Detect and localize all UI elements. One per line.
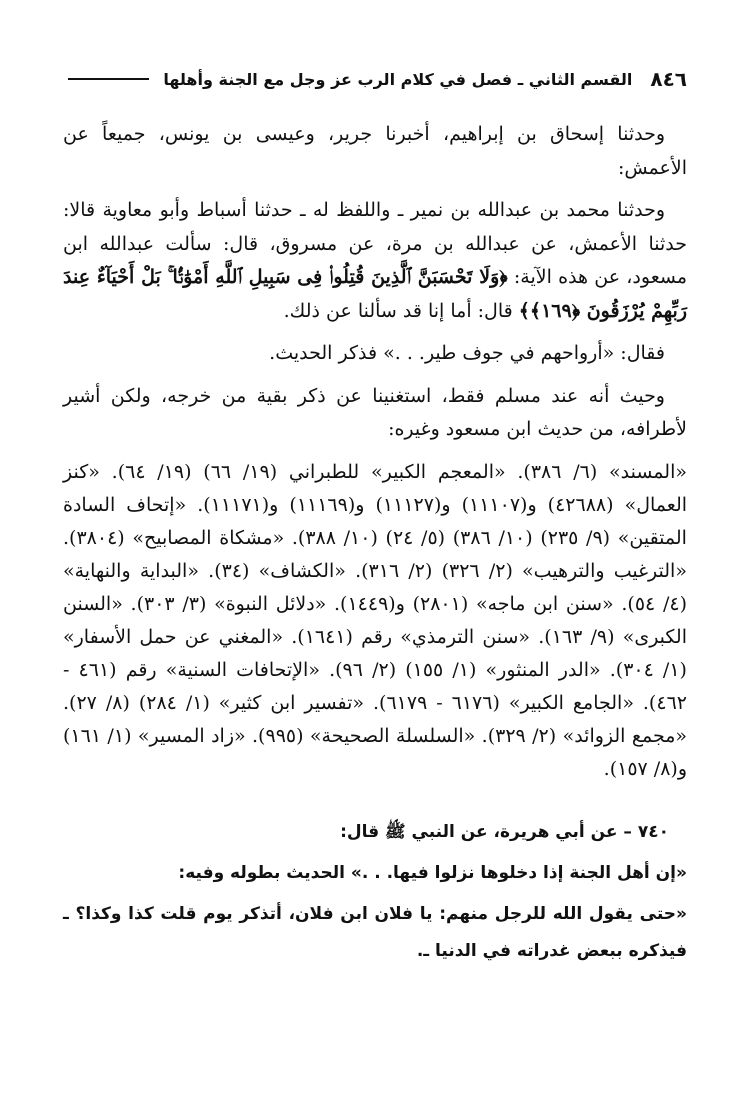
- chain-text: وحدثنا محمد بن عبدالله بن نمير ـ واللفظ له ـ حدثنا أسباط وأبو معاوية قالا: حدثنا الأعمش، عن عبدالله بن مرة، عن مسروق، قال: سألت عبدالله ابن مسعود، عن هذه الآية:: [63, 199, 688, 288]
- paragraph-chain-1: وحدثنا إسحاق بن إبراهيم، أخبرنا جرير، وعيسى بن يونس، جميعاً عن الأعمش:: [63, 123, 687, 179]
- running-title: القسم الثاني ـ فصل في كلام الرب عز وجل مع الجنة وأهلها: [163, 69, 633, 89]
- quran-verse: ﴿وَلَا تَحْسَبَنَّ ٱلَّذِينَ قُتِلُوا۟ فِى سَبِيلِ ٱللَّهِ أَمْوَٰتًۢا ۚ بَلْ أَحْيَآءٌ عِندَ رَبِّهِمْ يُرْزَقُونَ ﴿١٦٩﴾﴾: [63, 266, 687, 322]
- page-number: ٨٤٦: [650, 67, 687, 91]
- paragraph-note: وحيث أنه عند مسلم فقط، استغنينا عن ذكر بقية من خرجه، ولكن أشير لأطرافه، من حديث ابن مسعود وغيره:: [63, 384, 687, 440]
- page-header: [68, 62, 687, 96]
- paragraph-chain-2: [63, 194, 687, 328]
- hadith-heading: [63, 814, 687, 851]
- header-rule: [68, 78, 149, 80]
- hadith-number: ٧٤٠: [637, 821, 669, 842]
- sources-list: «المسند» (٦/ ٣٨٦). «المعجم الكبير» للطبراني (١٩/ ٦٦) (١٩/ ٦٤). «كنز العمال» (٤٢٦٨٨) و(١١١٠٧) و(١١١٢٧) و(١١١٦٩) و(١١١٧١). «إتحاف السادة المتقين» (٩/ ٢٣٥) (١٠/ ٣٨٦) (٥/ ٢٤) (١٠/ ٣٨٨). «مشكاة المصابيح» (٣٨٠٤). «الترغيب والترهيب» (٢/ ٣٢٦) (٢/ ٣١٦). «الكشاف» (٣٤). «البداية والنهاية» (٤/ ٥٤). «سنن ابن ماجه» (٢٨٠١) و(١٤٤٩). «دلائل النبوة» (٣/ ٣٠٣). «السنن الكبرى» (٩/ ١٦٣). «سنن الترمذي» رقم (١٦٤١). «المغني عن حمل الأسفار» (١/ ٣٠٤). «الدر المنثور» (١/ ١٥٥) (٢/ ٩٦). «الإتحافات السنية» رقم (٤٦١ - ٤٦٢). «الجامع الكبير» (٦١٧٦ - ٦١٧٩). «تفسير ابن كثير» (١/ ٢٨٤) (٨/ ٢٧). «مجمع الزوائد» (٢/ ٣٢٩). «السلسلة الصحيحة» (٩٩٥). «زاد المسير» (١/ ١٦١) و(٨/ ١٥٧).: [63, 460, 688, 780]
- hadith-line-2: «حتى يقول الله للرجل منهم: يا فلان ابن فلان، أتذكر يوم قلت كذا وكذا؟ ـ فيذكره ببعض غدراته في الدنيا ـ.: [63, 903, 687, 961]
- page-body: [63, 118, 687, 1084]
- hadith-line-1: «إن أهل الجنة إذا دخلوها نزلوا فيها. . .» الحديث بطوله وفيه:: [178, 862, 687, 883]
- paragraph-hadith-text: فقال: «أرواحهم في جوف طير. . .» فذكر الحديث.: [269, 342, 665, 364]
- answer-text: قال: أما إنا قد سألنا عن ذلك.: [283, 299, 513, 322]
- hadith-section: [63, 814, 687, 970]
- hadith-intro: – عن أبي هريرة، عن النبي ﷺ قال:: [340, 821, 632, 842]
